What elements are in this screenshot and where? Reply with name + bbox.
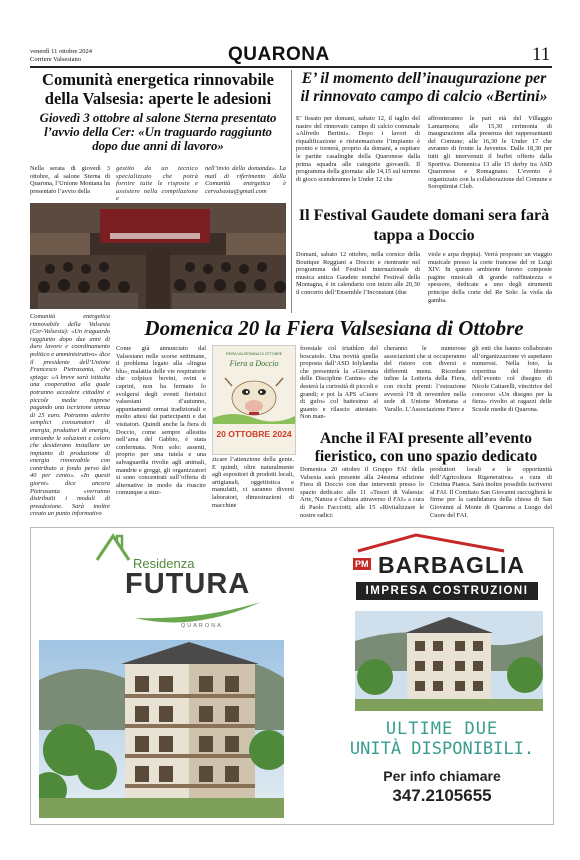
poster-date: 20 OTTOBRE 2024 (216, 429, 292, 439)
article-bertini-col2: affronteranno le pari età del Villaggio Lamarmora; alle 15,30 cerimonia di inaugurazione alla presenza dei rappresentanti del Comune; alle 16,30 le Under 17 che avranno di fronte la Juventus. Dalle 18,30 per tutti gli intervenuti il buffet offerto dalla Sportiva. Domenica 13 alle 15 derby tra ASD Quaronese e Romagnano. L’evento è organizzato con la collaborazione del Comune e Soroptimist Club. (428, 115, 552, 191)
ad-brand-big: FUTURA (125, 568, 251, 600)
page-number: 11 (532, 44, 551, 65)
article-cer-col2: gestito da un tecnico specializzato che potrà fornire tutte le risposte e assistere nella compilazione e (116, 165, 198, 203)
article-fai-col1: Domenica 20 ottobre il Gruppo FAI della Valsesia sarà presente alla 24esima edizione Fiera di Doccio con due interventi presso lo spazio dedicato: alle 11 «Tesori di Valsesia: Arte, Natura e Cultura attraverso il FAI» a cura di Paolo Facciotti; alle 15 «Rivitalizzare le nostre radici: (300, 466, 424, 519)
newspaper-name: Corriere Valsesiano (30, 56, 81, 63)
article-fiera-col3: forestale col triathlon del boscaiolo. Una novità quella proposta dall’ASD Iolylandia che presenterà la «Giornata delle Discipline Canine» che desterà la curiosità di piccoli e grandi; e poi la APS «Cuore di gufo» col battesimo al guanto e rilascio attestato. Non man- (300, 345, 378, 421)
article-gaudete-col2: viole e arpa doppia). Verrà proposto un viaggio musicale presso la corte francese del re Luigi XIV. In questo ambiente furono composte pagine musicali di grande raffinatezza e spessore, dedicate a uno degli strumenti principe della corte del Re Sole: la viola da gamba. (428, 251, 552, 304)
issue-date: venerdì 11 ottobre 2024 (30, 48, 93, 55)
column-divider (291, 70, 292, 313)
building-render-main (39, 640, 284, 818)
article-cer-subtitle: Giovedì 3 ottobre al salone Sterna presentato l’avvio della Cer: «Un traguardo raggiunto dopo due anni di lavoro» (39, 111, 277, 154)
ad-info-label: Per info chiamare (383, 768, 501, 784)
article-fiera-col2: zicare l’attenzione della gente. E quindi, oltre naturalmente agli espositori di prodotti locali, artigianali, oggettistica e manufatti, ci saranno diversi laboratori, dimostrazioni di macchine (212, 456, 294, 509)
article-cer-continuation: Comunità energetica rinnovabile della Valsesia (Cer-Valsesia): «Un traguardo raggiunto dopo due anni di duro lavoro e coordinamento politico e amministrativo» dice il presidente dell’Unione Francesco Pietrasanta, che spiega: «A breve sarà istituita una cooperativa alla quale potranno accedere cittadini e piccole medie imprese pagando una iscrizione annua di 25 euro. Potranno aderire semplici consumatori di energia, produttori di energia, entrambe le soluzioni e coloro che desiderano installare un impianto di produzione di energia rinnovabile con contributo a fondo perso del 40 per cento». «In questi giorni» dice ancora Pietrasanta «verranno distribuiti i moduli di preadesione. Sarà inoltre creato un punto informativo (30, 313, 110, 518)
ad-brand-town: QUARONA (181, 623, 223, 629)
cow-illustration (213, 368, 295, 424)
ad-tagline-2: UNITÀ DISPONIBILI. (349, 739, 535, 759)
article-fai-col2: produttori locali e le opportunità dell’Agricoltura Rigenerativa» a cura di Cristina Pianca. Sarà inoltre possibile iscriversi al FAI. Il Comitato San Giovanni raccoglierà le firme per la candidatura della chiesa di San Giovanni al Monte di Quarona a Luogo del Cuore del FAI. (430, 466, 552, 519)
article-fai-title: Anche il FAI presente all’evento fieristico, con uno spazio dedicato (314, 430, 538, 465)
ad-tagline-1: ULTIME DUE (385, 719, 499, 739)
article-fiera-col5: gli enti che hanno collaborato all’organizzazione vi aspettano numerosi. Nella foto, la copertina del libretto dell’evento col disegno di Nicole Cattarelli, vincitrice del concorso «Un disegno per la fiera» rivolto ai ragazzi delle Scuole medie di Quarona. (472, 345, 552, 413)
ad-company-pm: PM (355, 559, 369, 569)
conference-hall-photo (30, 203, 286, 309)
article-gaudete-title: Il Festival Gaudete domani sera farà tappa a Doccio (298, 207, 550, 244)
fiera-poster (212, 345, 296, 455)
article-fiera-title: Domenica 20 la Fiera Valsesiana di Ottobre (144, 316, 524, 340)
poster-subtitle: Fiera a Doccio (229, 359, 279, 368)
roof-logo-icon (356, 531, 506, 553)
ad-company-sub: IMPRESA COSTRUZIONI (356, 582, 538, 600)
section-title: QUARONA (228, 44, 330, 65)
ad-brand-small: Residenza (133, 556, 195, 571)
article-bertini-title: E’ il momento dell’inaugurazione per il rinnovato campo di calcio «Bertini» (300, 70, 548, 105)
advertisement (30, 527, 554, 825)
building-render-secondary (355, 611, 543, 711)
article-gaudete-col1: Domani, sabato 12 ottobre, nella cornice della Boutique Reggiani a Doccio e rientrante nel programma del Festival internazionale di musica antica Gaudete nonché Festival della Montagna, è in calendario con inizio alle 20,30 il concerto dell’Ensemble l’Inconstant (due (296, 251, 420, 296)
article-bertini-col1: E’ fissato per domani, sabato 12, il taglio del nastro del rinnovato campo di calcio comunale «Alfredo Bertini». Dopo i lavori di riqualificazione e risistemazione l’impianto è pronto e tornerà, proprio da domani, a ospitare le partite casalinghe della Quaronese dalla prima squadra alle categorie giovanili. Il programma della giornata: alle 14,15 sul terreno di gioco scenderanno le Under 12 che (296, 115, 420, 183)
article-cer-col1: Nella serata di giovedì 3 ottobre, al salone Sterna di Quarona, l’Unione Montana ha presentato l’avvio della (30, 165, 110, 195)
poster-heading: FIERA VALSESIANA DI OTTOBRE (225, 352, 283, 356)
article-fiera-col1: Come già annunciato dal Valsesiano nelle scorse settimane, il problema legato alla «lingua blu», malattia delle vie respiratorie che colpisce bovini, ovini e caprini, non ha fermato lo svolgersi degli eventi fieristici valsesiani d’autunno, appuntamenti ormai tradizionali e molto attesi dai partecipanti e dai visitatori. Quindi anche la fiera di Doccio, come sempre allestita nell’area del Gabbio, è stata confermata. Non solo: assenti, proprio per una tutela e una salvaguardia rivolte agli animali, mandrie e greggi, gli organizzatori si sono concentrati sull’offerta di alternative in modo da riuscire comunque a stuz- (116, 345, 206, 497)
house-logo-icon (93, 530, 133, 564)
ad-company-name: BARBAGLIA (378, 552, 525, 578)
ad-phone: 347.2105655 (392, 786, 492, 805)
article-fiera-col4: cheranno le numerose associazioni che si occuperanno del ristoro con diversi e differenti menu. Ricordate infine la Lotteria della Fiera, con ricchi premi: l’estrazione avverrà l’8 di novembre nella sede di Unione Montana a Varallo. L’Associazione Fiere e (384, 345, 466, 413)
article-cer-title: Comunità energetica rinnovabile della Valsesia: aperte le adesioni (42, 70, 274, 108)
header-rule (30, 66, 552, 68)
article-cer-col3: nell’invio della domanda». La mail di riferimento della Comunità energetica è cervalsesia@gmail.com (205, 165, 286, 195)
